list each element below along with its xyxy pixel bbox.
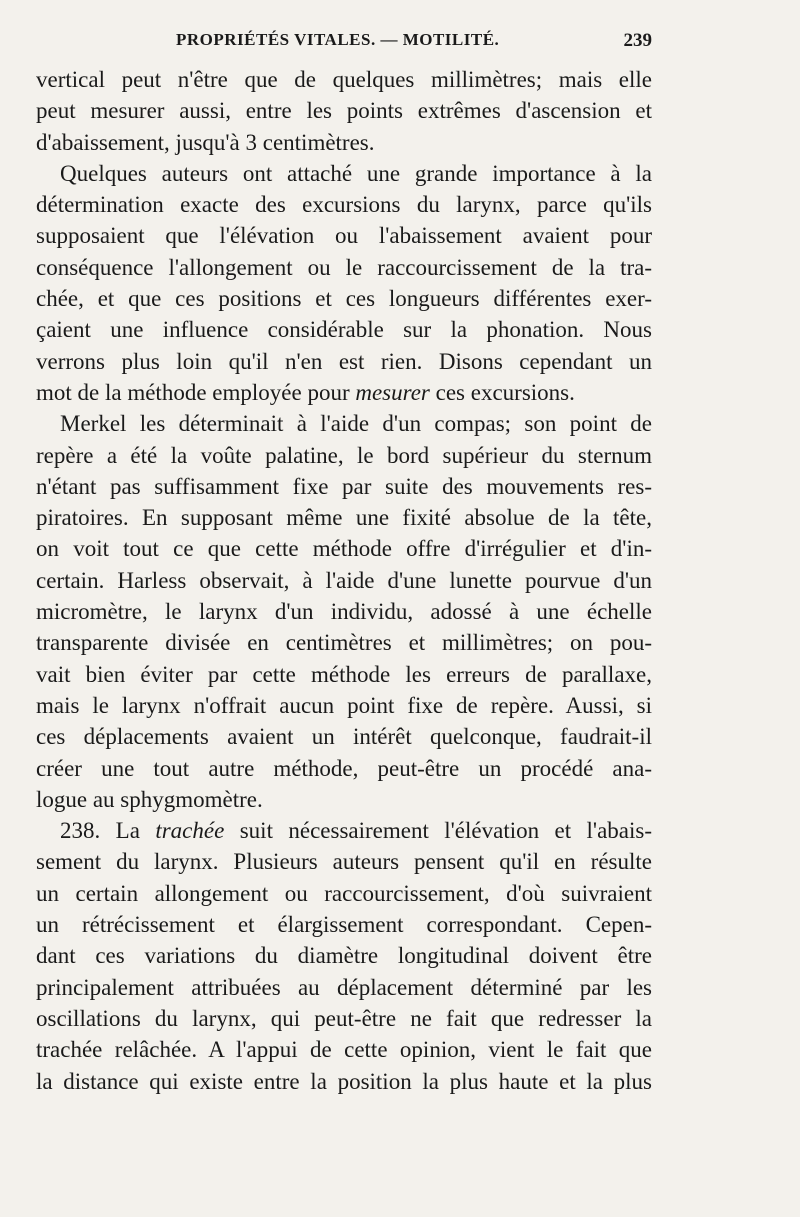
text-line [36,440,652,471]
text-line [36,627,652,658]
text-line [36,1003,652,1034]
text-segment: d'abaissement, jusqu'à 3 centimètres. [36,129,375,155]
text-segment: sement du larynx. Plusieurs auteurs pensent qu'il en résulte [36,849,652,875]
text-segment: vertical peut n'être que de quelques millimètres; mais elle [36,67,652,92]
body-text [36,64,652,1097]
text-line [36,1066,652,1097]
text-line [36,565,652,596]
text-segment: chée, et que ces positions et ces longueurs différentes exer- [36,286,652,312]
italic-word: mesurer [355,379,430,405]
text-line [36,283,652,314]
text-line [36,502,652,533]
text-segment: piratoires. En supposant même une fixité absolue de la tête, [36,505,652,531]
text-segment: logue au sphygmomètre. [36,786,263,812]
text-line [36,815,652,846]
text-segment: un rétrécissement et élargissement correspondant. Cepen- [36,912,652,938]
text-segment: çaient une influence considérable sur la phonation. Nous [36,317,652,343]
text-line [36,377,652,408]
text-line [36,690,652,721]
text-line [36,127,652,158]
text-line [36,878,652,909]
text-segment: créer une tout autre méthode, peut-être un procédé ana- [36,755,652,781]
text-line [36,64,652,95]
text-line [36,846,652,877]
text-line [36,784,652,815]
text-segment: 238. La [60,818,156,844]
text-segment: conséquence l'allongement ou le raccourcissement de la tra- [36,254,652,280]
text-segment: ces déplacements avaient un intérêt quelconque, faudrait-il [36,724,652,750]
text-segment: repère a été la voûte palatine, le bord supérieur du sternum [36,442,652,468]
text-segment: ces excursions. [429,379,575,405]
text-segment: transparente divisée en centimètres et millimètres; on pou- [36,630,652,656]
italic-word: trachée [155,818,225,844]
text-line [36,471,652,502]
text-segment: peut mesurer aussi, entre les points extrêmes d'ascension et [36,98,652,124]
page-header [36,30,652,58]
text-line [36,158,652,189]
text-segment: oscillations du larynx, qui peut-être ne fait que redresser la [36,1005,652,1031]
running-title: PROPRIÉTÉS VITALES. — MOTILITÉ. [176,30,500,49]
text-line [36,252,652,283]
text-segment: trachée relâchée. A l'appui de cette opinion, vient le fait que [36,1037,652,1063]
text-segment: verrons plus loin qu'il n'en est rien. Disons cependant un [36,348,652,374]
text-segment: mais le larynx n'offrait aucun point fixe de repère. Aussi, si [36,692,652,718]
text-segment: mot de la méthode employée pour [36,379,356,405]
text-line [36,1034,652,1065]
text-line [36,659,652,690]
text-segment: micromètre, le larynx d'un individu, adossé à une échelle [36,599,652,625]
text-segment: n'étant pas suffisamment fixe par suite des mouvements res- [36,473,652,499]
text-segment: détermination exacte des excursions du larynx, parce qu'ils [36,192,652,218]
text-line [36,95,652,126]
text-segment: vait bien éviter par cette méthode les erreurs de parallaxe, [36,661,652,687]
text-line [36,909,652,940]
text-segment: supposaient que l'élévation ou l'abaissement avaient pour [36,223,652,249]
text-segment: Quelques auteurs ont attaché une grande importance à la [60,160,652,186]
text-segment: certain. Harless observait, à l'aide d'une lunette pourvue d'un [36,567,652,593]
text-line [36,314,652,345]
text-segment: Merkel les déterminait à l'aide d'un compas; son point de [60,411,652,437]
text-line [36,189,652,220]
text-segment: suit nécessairement l'élévation et l'abais- [224,818,652,844]
text-line [36,753,652,784]
text-line [36,596,652,627]
text-line [36,408,652,439]
text-line [36,972,652,1003]
text-segment: dant ces variations du diamètre longitudinal doivent être [36,943,652,969]
text-line [36,940,652,971]
text-segment: la distance qui existe entre la position la plus haute et la plus [36,1068,652,1094]
text-line [36,721,652,752]
text-segment: on voit tout ce que cette méthode offre d'irrégulier et d'in- [36,536,652,562]
text-segment: principalement attribuées au déplacement déterminé par les [36,974,652,1000]
page-number: 239 [623,30,652,51]
text-line [36,220,652,251]
text-line [36,533,652,564]
text-line [36,346,652,377]
text-segment: un certain allongement ou raccourcissement, d'où suivraient [36,880,652,906]
